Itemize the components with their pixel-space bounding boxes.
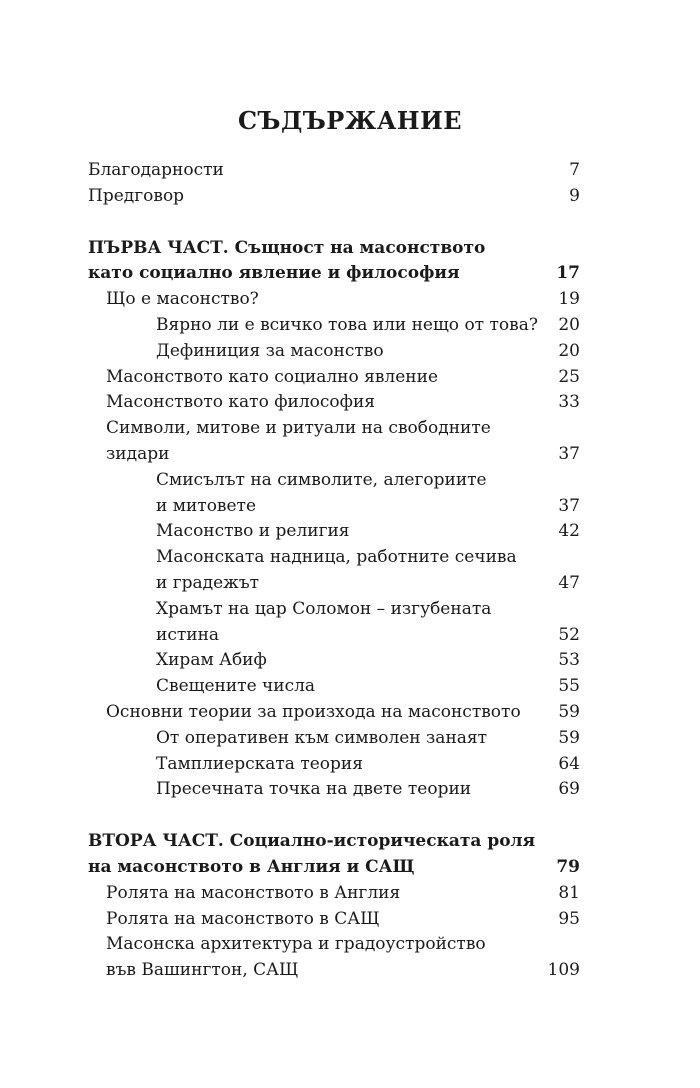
toc-entry — [88, 932, 580, 958]
toc-entry-label: истина — [156, 624, 220, 645]
toc-entry-label: Масонството като социално явление — [106, 366, 439, 387]
toc-entry — [88, 287, 580, 313]
toc-entry-label: Храмът на цар Соломон – изгубената — [156, 598, 492, 619]
toc-entry-label: Дефиниция за масонство — [156, 340, 384, 361]
toc-page-number: 20 — [558, 340, 580, 361]
part-heading-line: на масонството в Англия и САЩ — [88, 856, 415, 877]
toc-entry — [88, 674, 580, 700]
toc-entry — [88, 416, 580, 442]
toc-entry-label: Ролята на масонството в Англия — [106, 882, 401, 903]
toc-entry — [88, 365, 580, 391]
toc-page-number: 64 — [558, 753, 580, 774]
toc-entry — [88, 158, 580, 184]
toc-entry-label: Масонство и религия — [156, 521, 350, 542]
toc-page-number: 55 — [558, 676, 580, 697]
toc-page-number: 33 — [558, 392, 580, 413]
toc-entry — [88, 390, 580, 416]
toc-entry — [88, 313, 580, 339]
toc-entry — [88, 494, 580, 520]
toc-entry-label: Тамплиерската теория — [156, 753, 363, 774]
toc-entry — [88, 623, 580, 649]
toc-entry-label: Предговор — [88, 185, 185, 206]
toc-page-number: 47 — [558, 572, 580, 593]
toc-entry-label: Що е масонство? — [106, 289, 259, 310]
toc-entry — [88, 881, 580, 907]
toc-page-number: 81 — [558, 882, 580, 903]
toc-page-number: 7 — [569, 160, 580, 180]
toc-entry-label: Масонска архитектура и градоустройство — [106, 934, 486, 955]
toc-page-number: 79 — [556, 856, 580, 877]
toc-page-number: 59 — [558, 701, 580, 722]
toc-page-number: 52 — [558, 624, 580, 645]
toc-page-number: 25 — [558, 366, 580, 387]
toc-entry-label: Масонството като философия — [106, 392, 375, 413]
page-title: СЪДЪРЖАНИЕ — [237, 106, 463, 135]
toc-entry-label: Масонската надница, работните сечива — [156, 547, 517, 568]
part-heading — [88, 829, 580, 855]
toc-entry-label: Смисълът на символите, алегориите — [156, 469, 487, 490]
toc-entry-label: и градежът — [156, 572, 260, 593]
toc-page-number: 19 — [558, 289, 580, 310]
toc-entry — [88, 958, 580, 984]
toc-entry — [88, 648, 580, 674]
toc-entry — [88, 597, 580, 623]
toc-entry-label: От оперативен към символен занаят — [156, 727, 488, 748]
part-heading — [88, 261, 580, 287]
toc-page-number: 17 — [556, 263, 580, 284]
spacer — [88, 210, 580, 236]
toc-page-number: 42 — [558, 521, 580, 542]
toc-page-number: 37 — [558, 495, 580, 516]
toc-page-number: 9 — [569, 185, 580, 206]
toc-entry-label: Пресечната точка на двете теории — [156, 779, 472, 800]
toc-entry — [88, 339, 580, 365]
part-heading-line: ВТОРА ЧАСТ. Социално-историческата роля — [88, 831, 536, 852]
toc-entry-label: във Вашингтон, САЩ — [106, 960, 299, 981]
toc-entry — [88, 519, 580, 545]
toc-entry — [88, 571, 580, 597]
part-heading — [88, 855, 580, 881]
toc-entry — [88, 545, 580, 571]
toc-entry-label: и митовете — [156, 495, 257, 516]
toc-entry-label: Благодарности — [88, 160, 224, 180]
toc-entry — [88, 907, 580, 933]
toc-page-number: 53 — [558, 650, 580, 671]
toc-entry — [88, 726, 580, 752]
toc-entry — [88, 752, 580, 778]
toc-entry-label: Ролята на масонството в САЩ — [106, 908, 380, 929]
part-heading — [88, 236, 580, 262]
spacer — [88, 803, 580, 829]
toc-entry-label: Символи, митове и ритуали на свободните — [106, 418, 491, 439]
toc-entry-label: Вярно ли е всичко това или нещо от това? — [156, 314, 538, 335]
toc-entry — [88, 442, 580, 468]
part-heading-line: като социално явление и философия — [88, 263, 460, 284]
toc-entry — [88, 700, 580, 726]
toc-page-number: 69 — [558, 779, 580, 800]
toc-entry-label: Хирам Абиф — [156, 650, 267, 671]
toc-entry — [88, 777, 580, 803]
toc-page-number: 109 — [547, 960, 580, 981]
toc-page-number: 59 — [558, 727, 580, 748]
toc-entry — [88, 184, 580, 210]
toc-page-number: 95 — [558, 908, 580, 929]
table-of-contents — [88, 158, 580, 984]
toc-entry-label: зидари — [106, 443, 170, 464]
toc-entry-label: Основни теории за произхода на масонството — [106, 701, 521, 722]
toc-entry — [88, 468, 580, 494]
part-heading-line: ПЪРВА ЧАСТ. Същност на масонството — [88, 237, 486, 258]
toc-page-number: 37 — [558, 443, 580, 464]
toc-page-number: 20 — [558, 314, 580, 335]
toc-entry-label: Свещените числа — [156, 676, 316, 697]
